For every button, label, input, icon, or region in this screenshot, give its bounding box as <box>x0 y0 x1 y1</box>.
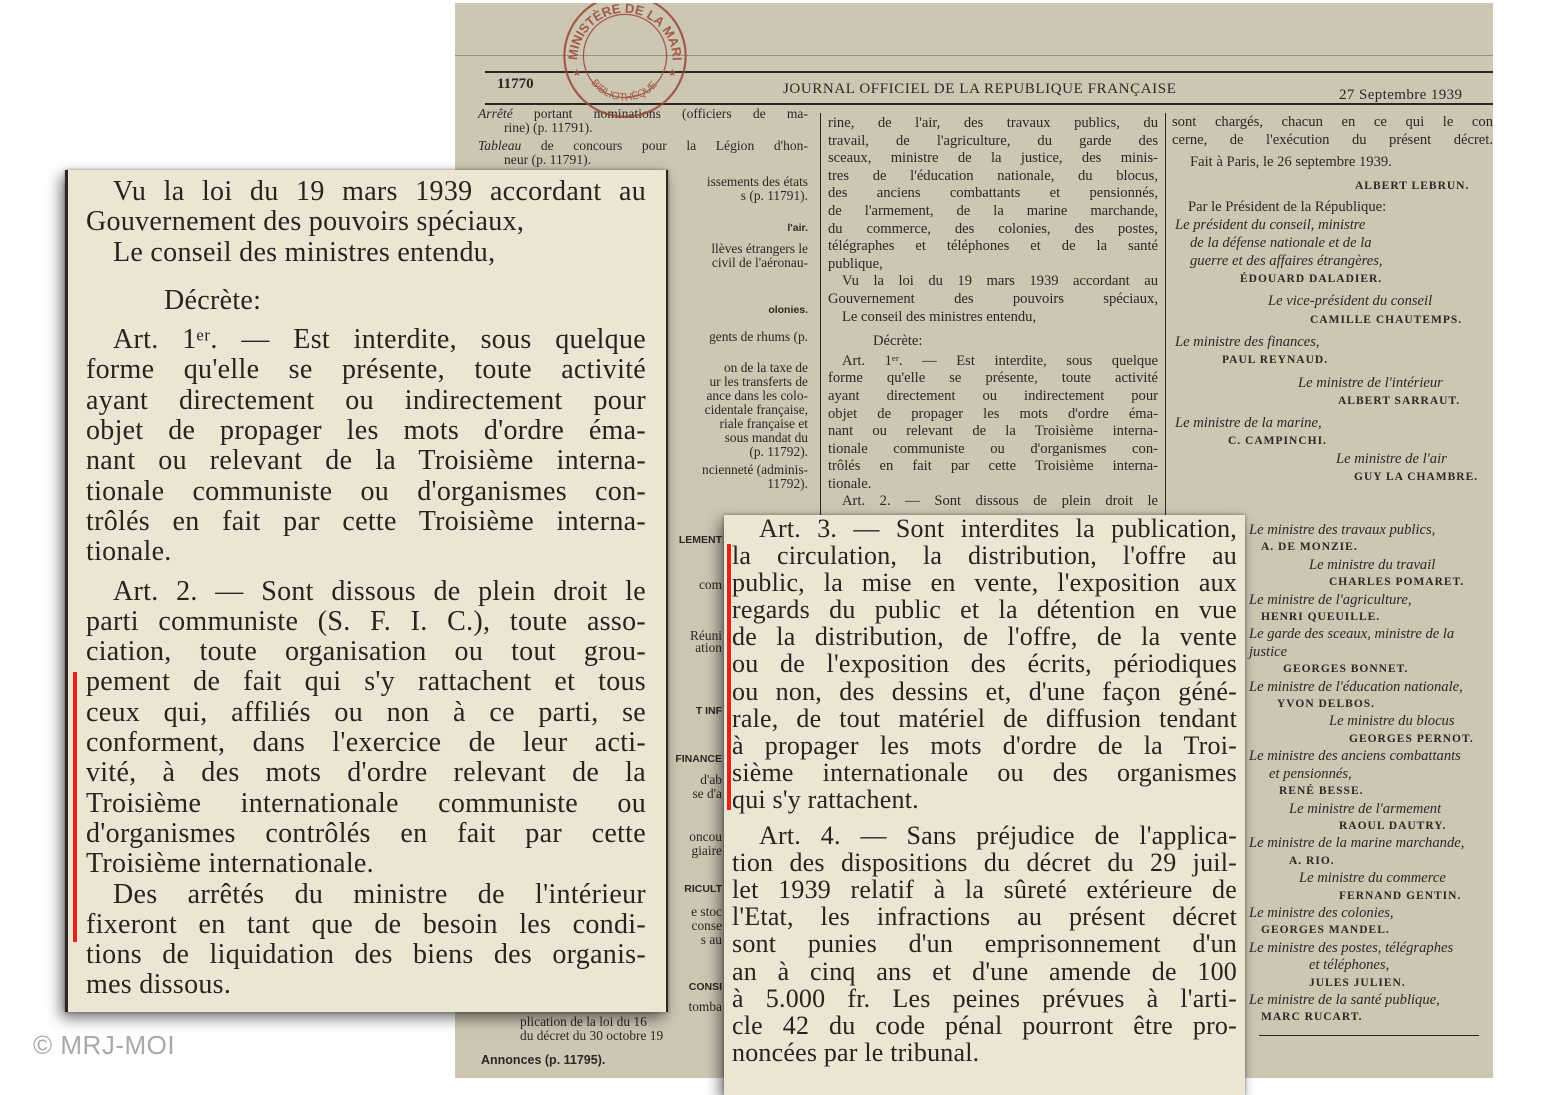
excerpt-line: forme qu'elle se présente, toute activité <box>86 354 646 386</box>
decree-line: Art. 2. — Sont dissous de plein droit le <box>842 493 1158 510</box>
excerpt-line: fixeront en tant que de besoin les condi- <box>86 908 646 940</box>
signature-line: Le ministre du commerce <box>1299 870 1446 887</box>
summary-fragment: se d'a <box>692 786 722 801</box>
signatory-name: GUY LA CHAMBRE. <box>1354 471 1479 483</box>
summary-fragment: LEMENT <box>678 534 722 546</box>
summary-fragment: tomba <box>688 999 722 1014</box>
signatory-name: RAOUL DAUTRY. <box>1339 819 1447 832</box>
summary-fragment: (p. 11792). <box>749 444 808 459</box>
decree-line: publique, <box>828 255 883 272</box>
signatory-name: RENÉ BESSE. <box>1279 785 1364 798</box>
excerpt-line: pement de fait qui s'y rattachent et tous <box>86 666 646 698</box>
excerpt-line: tionale. <box>86 536 172 568</box>
decree-line: Art. 1ᵉʳ. — Est interdite, sous quelque <box>842 352 1158 369</box>
summary-fragment: s au <box>700 932 722 947</box>
highlight-bar <box>727 544 731 810</box>
signature-line: Le ministre de la marine, <box>1175 415 1322 431</box>
signatory-name: PAUL REYNAUD. <box>1222 354 1329 366</box>
decree-line: objet de propager les mots d'ordre éma- <box>828 405 1158 422</box>
signature-line: de la défense nationale et de la <box>1190 235 1372 251</box>
decree-line: travail, de l'agriculture, du garde des <box>828 132 1158 149</box>
excerpt-line: tions de liquidation des biens des organis- <box>86 939 646 971</box>
signature-line: Le ministre de l'air <box>1336 451 1447 467</box>
signatory-name: GEORGES MANDEL. <box>1261 924 1390 937</box>
summary-fragment: RICULT <box>684 883 722 895</box>
signatures-column-lower <box>1249 522 1489 1036</box>
signatory-name: ÉDOUARD DALADIER. <box>1240 273 1383 285</box>
signature-line: et téléphones, <box>1309 957 1390 974</box>
signature-line: Le ministre de l'agriculture, <box>1249 591 1412 608</box>
decree-line: sceaux, ministre de la justice, des minis- <box>828 150 1158 167</box>
signature-line: Le ministre de l'intérieur <box>1298 375 1443 391</box>
signature-line: Le ministre des travaux publics, <box>1249 522 1436 538</box>
signature-line: Le ministre du travail <box>1309 556 1436 573</box>
excerpt-line: nant ou relevant de la Troisième interna- <box>86 445 646 477</box>
signature-line: Le ministre du blocus <box>1329 713 1455 730</box>
excerpt-line: ou de l'exposition des écrits, périodiques <box>732 649 1237 679</box>
summary-entry <box>478 139 808 153</box>
summary-fragment: riale française et <box>719 416 808 431</box>
excerpt-line: à propager les mots d'ordre de la Troi- <box>732 730 1237 760</box>
signature-line: Fait à Paris, le 26 septembre 1939. <box>1190 154 1392 170</box>
decree-line: Le conseil des ministres entendu, <box>842 308 1037 325</box>
library-stamp <box>560 0 690 121</box>
signature-line: Le ministre de la santé publique, <box>1249 991 1440 1008</box>
excerpt-line: Art. 3. — Sont interdites la publication, <box>759 514 1237 543</box>
summary-fragment: FINANCE <box>675 753 722 765</box>
stamp-top-text: MINISTÈRE DE LA MARI <box>565 0 685 61</box>
signatory-name: ALBERT SARRAUT. <box>1338 395 1461 407</box>
excerpt-line: Troisième internationale. <box>86 848 374 880</box>
summary-fragment: CONSI <box>688 981 722 993</box>
excerpt-line: mes dissous. <box>86 969 232 1001</box>
decree-line: trôlés en fait par cette Troisième interna- <box>828 458 1158 475</box>
summary-fragment: 11792). <box>767 476 808 491</box>
signature-line: Le ministre des postes, télégraphes <box>1249 939 1454 956</box>
excerpt-line: regards du public et la détention en vue <box>732 595 1237 625</box>
excerpt-line: trôlés en fait par cette Troisième interna- <box>86 505 646 537</box>
decree-line: tres de l'éducation nationale, du blocus, <box>828 167 1158 184</box>
summary-fragment: conse <box>691 918 722 933</box>
summary-fragment: d'ab <box>700 772 722 787</box>
excerpt-line: à 5.000 fr. Les peines prévues à l'arti- <box>732 983 1237 1013</box>
excerpt-line: Le conseil des ministres entendu, <box>113 236 496 268</box>
annonces-entry: Annonces (p. 11795). <box>481 1053 606 1067</box>
decree-line: tionale. <box>828 475 872 492</box>
summary-fragment: giaire <box>691 843 722 858</box>
signature-line: Le ministre de l'armement <box>1289 800 1442 817</box>
excerpt-line: tion des dispositions du décret du 29 juil- <box>732 848 1237 878</box>
signatory-name: GEORGES PERNOT. <box>1349 732 1474 745</box>
highlight-bar <box>73 672 77 942</box>
zoomed-excerpt-articles-3-4 <box>724 515 1245 1095</box>
summary-fragment: cidentale française, <box>704 402 808 417</box>
signatory-name: MARC RUCART. <box>1261 1011 1363 1024</box>
signature-line: Le ministre de la marine marchande, <box>1249 835 1465 852</box>
excerpt-line: vité, à des mots d'ordre relevant de la <box>86 757 646 789</box>
summary-fragment: civil de l'aéronau- <box>711 255 808 270</box>
excerpt-line: ciation, toute organisation ou tout grou- <box>86 636 646 668</box>
signature-line: Le ministre des anciens combattants <box>1249 748 1461 765</box>
signature-line: Le président du conseil, ministre <box>1175 217 1366 233</box>
summary-fragment: ncienneté (adminis- <box>702 462 808 477</box>
decree-line: Décrète: <box>873 333 923 350</box>
summary-fragment: s (p. 11791). <box>740 188 808 203</box>
signature-line: Le ministre des colonies, <box>1249 904 1394 921</box>
summary-fragment: oncou <box>689 829 722 844</box>
entry-text: portant nominations (officiers de ma- <box>512 106 808 121</box>
decree-line: tionale communiste ou d'organismes con- <box>828 440 1158 457</box>
signatory-name: FERNAND GENTIN. <box>1339 889 1462 902</box>
decree-line: ayant directement ou indirectement pour <box>828 387 1158 404</box>
entry-lead: Tableau <box>478 138 522 153</box>
summary-fragment: gents de rhums (p. <box>709 329 808 344</box>
summary-fragment: Réuni <box>690 628 722 643</box>
excerpt-line: Décrète: <box>164 284 262 316</box>
signature-line: sont chargés, chacun en ce qui le con <box>1172 114 1493 130</box>
signature-line: Le ministre des finances, <box>1175 334 1320 350</box>
excerpt-line: sième internationale ou des organismes <box>732 757 1237 787</box>
excerpt-line: Troisième internationale communiste ou <box>86 787 646 819</box>
decree-line: Vu la loi du 19 mars 1939 accordant au <box>842 273 1158 290</box>
summary-fragment: ur les transferts de <box>709 374 808 389</box>
star-icon: ★ <box>572 67 582 79</box>
summary-fragment: l'air. <box>787 222 808 234</box>
ornament-rule <box>1259 1035 1479 1036</box>
excerpt-line: let 1939 relatif à la sûreté extérieure de <box>732 875 1237 905</box>
summary-line: plication de la loi du 16 <box>520 1014 647 1029</box>
excerpt-line: l'Etat, les infractions au présent décret <box>732 902 1237 932</box>
stamp-bottom-text: BIBLIOTHÈQUE <box>588 77 660 104</box>
signatory-name: A. RIO. <box>1289 854 1335 867</box>
summary-fragment: ance dans les colo- <box>706 388 808 403</box>
star-icon: ★ <box>667 67 677 79</box>
signature-line: Le ministre de l'éducation nationale, <box>1249 678 1463 695</box>
excerpt-line: noncées par le tribunal. <box>732 1037 980 1067</box>
excerpt-line: ayant directement ou indirectement pour <box>86 384 646 416</box>
entry-text: neur (p. 11791). <box>504 152 592 167</box>
zoomed-excerpt-articles-1-2 <box>65 170 668 1012</box>
signatory-name: ALBERT LEBRUN. <box>1355 180 1470 192</box>
summary-entry <box>478 153 808 167</box>
summary-fragment: e stoc <box>691 904 722 919</box>
decree-line: forme qu'elle se présente, toute activité <box>828 370 1158 387</box>
signatory-name: GEORGES BONNET. <box>1283 663 1409 676</box>
excerpt-line: Vu la loi du 19 mars 1939 accordant au <box>113 176 646 207</box>
excerpt-line: d'organismes contrôlés en fait par cette <box>86 817 646 849</box>
signature-line: Le vice-président du conseil <box>1268 293 1433 309</box>
decree-line: de l'armement, de la marine marchande, <box>828 202 1158 219</box>
excerpt-line: rale, de tout matériel de diffusion tendant <box>732 703 1237 733</box>
excerpt-line: ceux qui, affiliés ou non à ce parti, se <box>86 696 646 728</box>
decree-line: des anciens combattants et pensionnés, <box>828 185 1158 202</box>
decree-line: rine, de l'air, des travaux publics, du <box>828 115 1158 131</box>
signatory-name: HENRI QUEUILLE. <box>1261 611 1381 624</box>
signature-line: guerre et des affaires étrangères, <box>1190 253 1383 269</box>
excerpt-line: Gouvernement des pouvoirs spéciaux, <box>86 206 525 238</box>
excerpt-line: an à cinq ans et d'une amende de 100 <box>732 956 1237 986</box>
page-number: 11770 <box>497 76 534 92</box>
excerpt-line: parti communiste (S. F. I. C.), toute asso- <box>86 605 646 637</box>
decree-line: nant ou relevant de la Troisième interna- <box>828 423 1158 440</box>
excerpt-line: ou non, des dessins et, d'une façon géné- <box>732 676 1237 706</box>
excerpt-line: tionale communiste ou d'organismes con- <box>86 475 646 507</box>
signature-line: Par le Président de la République: <box>1188 199 1387 215</box>
excerpt-line: sont punies d'un emprisonnement d'un <box>732 929 1237 959</box>
excerpt-line: public, la mise en vente, l'exposition aux <box>732 568 1237 598</box>
excerpt-line: objet de propager les mots d'ordre éma- <box>86 415 646 447</box>
signatory-name: JULES JULIEN. <box>1309 976 1406 989</box>
excerpt-line: Art. 4. — Sans préjudice de l'applica- <box>759 821 1237 851</box>
summary-line: du décret du 30 octobre 19 <box>520 1028 664 1043</box>
decree-line: Gouvernement des pouvoirs spéciaux, <box>828 290 1158 307</box>
entry-text: rine) (p. 11791). <box>504 120 593 135</box>
excerpt-line: cle 42 du code pénal pourront être pro- <box>732 1010 1237 1040</box>
issue-date: 27 Septembre 1939 <box>1339 87 1463 103</box>
excerpt-line: qui s'y rattachent. <box>732 784 919 814</box>
summary-entry <box>478 121 808 135</box>
decree-line: télégraphes et téléphones et de la santé <box>828 238 1158 255</box>
signatory-name: CAMILLE CHAUTEMPS. <box>1310 314 1463 326</box>
signatory-name: YVON DELBOS. <box>1277 698 1376 711</box>
signatory-name: A. DE MONZIE. <box>1261 541 1358 554</box>
copyright-watermark: © MRJ-MOI <box>33 1030 176 1060</box>
decree-line: du commerce, des colonies, des postes, <box>828 220 1158 237</box>
summary-fragment: olonies. <box>768 304 808 316</box>
summary-fragment: llèves étrangers le <box>711 241 808 256</box>
signatory-name: C. CAMPINCHI. <box>1228 435 1327 447</box>
summary-fragment: sous mandat du <box>724 430 808 445</box>
signatory-name: CHARLES POMARET. <box>1329 576 1465 589</box>
entry-lead: Arrêté <box>478 106 513 121</box>
signature-line: cerne, de l'exécution du présent décret. <box>1172 132 1493 148</box>
summary-fragment: ation <box>695 640 722 655</box>
excerpt-line: Art. 1ᵉʳ. — Est interdite, sous quelque <box>113 324 646 356</box>
journal-title: JOURNAL OFFICIEL DE LA REPUBLIQUE FRANÇAISE <box>783 81 1177 97</box>
entry-text: de concours pour la Légion d'hon- <box>521 138 808 153</box>
summary-fragment: com <box>698 577 722 592</box>
excerpt-line: la circulation, la distribution, l'offre au <box>732 541 1237 571</box>
summary-fragment: issements des états <box>706 174 808 189</box>
excerpt-line: Des arrêtés du ministre de l'intérieur <box>113 878 646 910</box>
svg-text:BIBLIOTHÈQUE <box>589 78 660 104</box>
summary-fragment: T INF <box>695 705 722 717</box>
signature-line: Le garde des sceaux, ministre de la justice <box>1249 626 1455 660</box>
excerpt-line: Art. 2. — Sont dissous de plein droit le <box>113 575 646 607</box>
summary-fragment: on de la taxe de <box>723 360 808 375</box>
decree-column <box>828 115 1158 511</box>
excerpt-line: de la distribution, de l'offre, de la vente <box>732 622 1237 652</box>
excerpt-line: conforment, dans l'exercice de leur acti- <box>86 727 646 759</box>
signature-line: et pensionnés, <box>1269 765 1352 782</box>
